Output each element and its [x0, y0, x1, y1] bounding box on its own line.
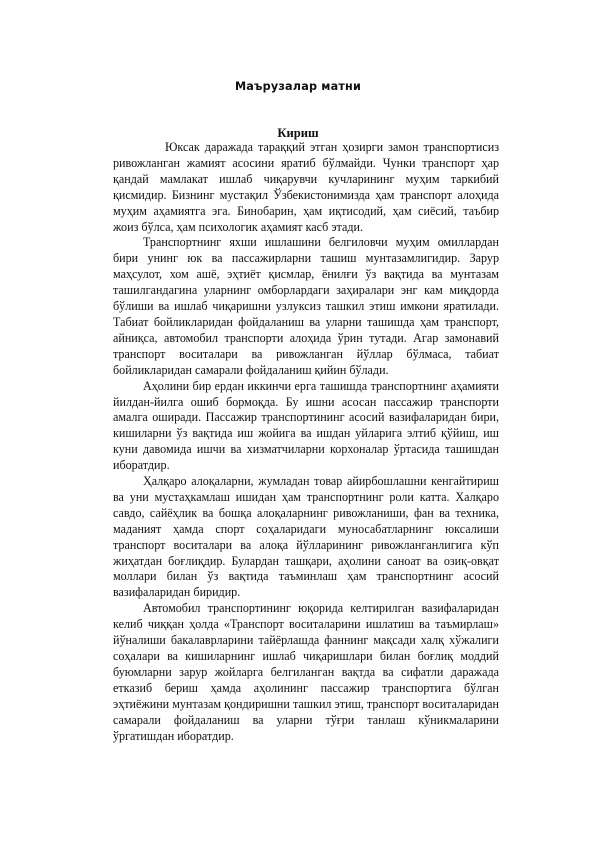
- paragraph-5: Автомобил транспортининг юқорида келтирилган вазифаларидан келиб чиққан ҳолда «Транспорт воситаларини ишлатиш ва таъмирлаш» йўналиши бакалаврларини тайёрлашда фаннинг мақсади халқ хўжалиги соҳалари ва кишиларнинг ишлаб чиқаришлари билан боғлиқ моддий буюмларни зарур жойларга белгиланган вақтда ва сифатли даражада етказиб бериш ҳамда аҳолининг пассажир транспортига бўлган эҳтиёжини мунтазам қондиришни ташкил этиш, транспорт воситаларидан самарали фойдаланиш ва уларни тўғри танлаш кўникмаларини ўргатишдан иборатдир.: [113, 601, 499, 743]
- document-title: Маърузалар матни: [234, 80, 362, 93]
- paragraph-4: Ҳалқаро алоқаларни, жумладан товар айирбошлашни кенгайтириш ва уни мустаҳкамлаш ишидан ҳам транспортнинг роли катта. Халқаро савдо, сайёҳлик ва бошқа алоқаларнинг ривожланиши, фан ва техника, маданият ҳамда спорт соҳаларидаги муносабатларнинг юксалиши транспорт воситалари ва алоқа йўлларининг ривожланганлигига кўп жиҳатдан боғлиқдир. Булардан ташқари, аҳолини саноат ва озиқ-овқат моллари билан ўз вақтида таъминлаш ҳам транспортнинг асосий вазифаларидан биридир.: [113, 474, 499, 600]
- section-heading: Кириш: [277, 126, 319, 140]
- paragraph-3: Аҳолини бир ердан иккинчи ерга ташишда транспортнинг аҳамияти йилдан-йилга ошиб бормоқда. Бу ишни асосан пассажир транспорти амалга оширади. Пассажир транспортининг асосий вазифаларидан бири, кишиларни ўз вақтида иш жойига ва ишдан уйларига элтиб қўйиш, иш куни давомида ишчи ва хизматчиларни корхоналар ўртасида ташишдан иборатдир.: [113, 378, 499, 473]
- document-body: [113, 140, 499, 744]
- paragraph-2: Транспортнинг яхши ишлашини белгиловчи муҳим омиллардан бири унинг юк ва пассажирларни ташиш мунтазамлигидир. Зарур маҳсулот, хом ашё, эҳтиёт қисмлар, ёнилғи ўз вақтида ва мунтазам ташилгандагина уларнинг омборлардаги заҳиралари энг кам миқдорда бўлиши ва ишлаб чиқаришни узлуксиз ташкил этиш имкони яратилади. Табиат бойликларидан фойдаланиш ва уларни ташишда ҳам транспорт, айниқса, автомобил транспорти алоҳида ўрин тутади. Агар замонавий транспорт воситалари ва ривожланган йўллар бўлмаса, табиат бойликларидан самарали фойдаланиш қийин бўлади.: [113, 235, 499, 377]
- paragraph-1: Юксак даражада тараққий этган ҳозирги замон транспортисиз ривожланган жамият асосини яратиб бўлмайди. Чунки транспорт ҳар қандай мамлакат ишлаб чиқарувчи кучларининг муҳим таркибий қисмидир. Бизнинг мустақил Ўзбекистонимизда ҳам транспорт алоҳида муҳим аҳамиятга эга. Бинобарин, ҳам иқтисодий, ҳам сиёсий, таъбир жоиз бўлса, ҳам психологик аҳамият касб этади.: [113, 140, 499, 234]
